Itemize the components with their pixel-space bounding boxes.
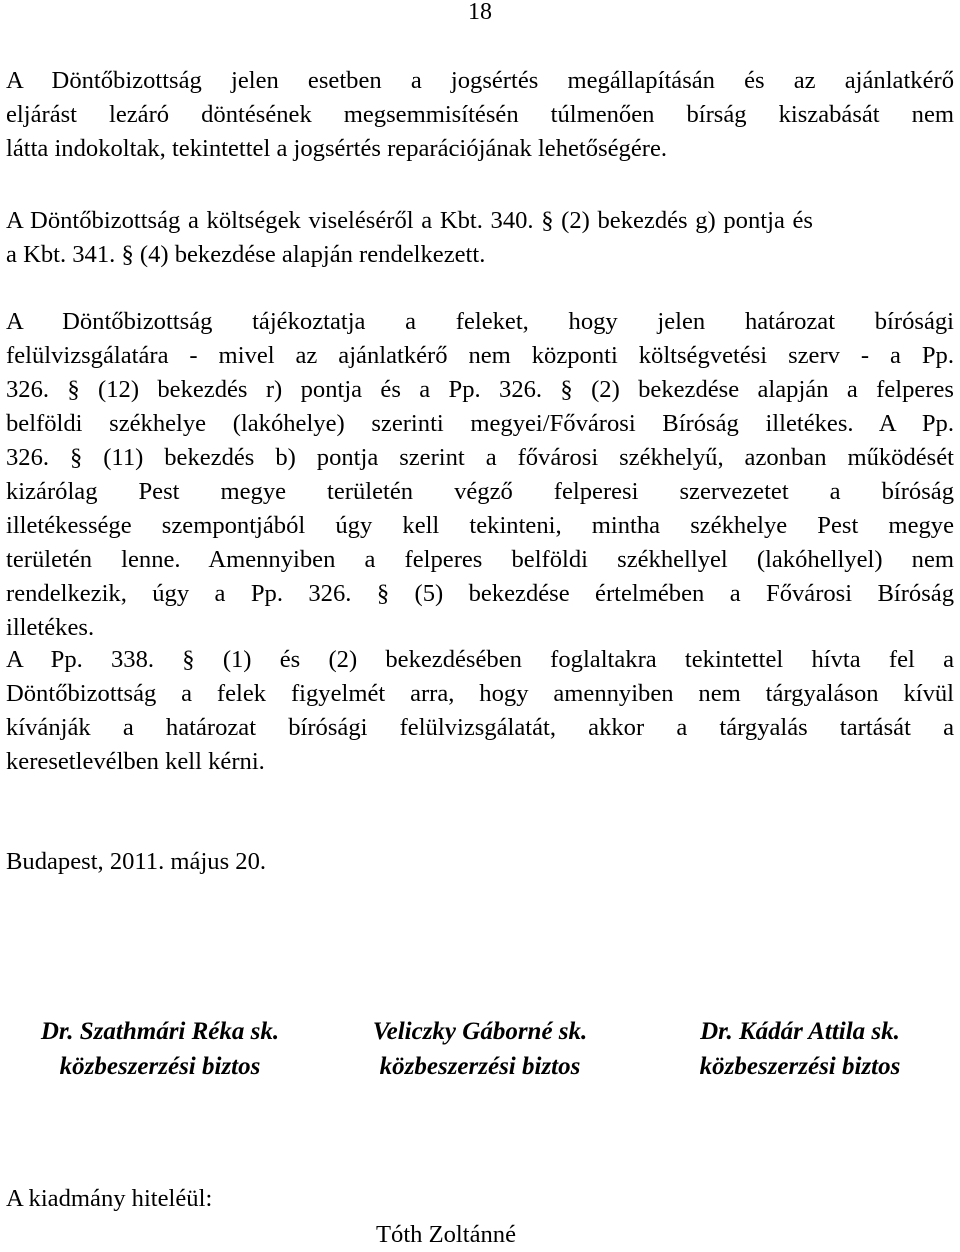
signature-block-2	[320, 1014, 640, 1084]
signature-block-3	[640, 1014, 960, 1084]
signature-block-1	[0, 1014, 320, 1084]
text-line: kizárólag Pest megye területén végző felperesi szervezetet a bíróság	[6, 478, 954, 505]
text-line: illetékessége szempontjából úgy kell tekinteni, mintha székhelye Pest megye	[6, 512, 954, 539]
text-line: felülvizsgálatára - mivel az ajánlatkérő nem központi költségvetési szerv - a Pp.	[6, 342, 954, 369]
text-line: A Pp. 338. § (1) és (2) bekezdésében foglaltakra tekintettel hívta fel a	[6, 646, 954, 673]
certifier-name: Tóth Zoltánné	[376, 1221, 517, 1248]
place-and-date	[6, 845, 954, 879]
text-line: eljárást lezáró döntésének megsemmisítésén túlmenően bírság kiszabását nem	[6, 101, 954, 128]
text-line: A Döntőbizottság jelen esetben a jogsértés megállapításán és az ajánlatkérő	[6, 67, 954, 94]
text-line: A Döntőbizottság tájékoztatja a feleket, hogy jelen határozat bírósági	[6, 308, 954, 335]
paragraph-costs	[6, 204, 954, 272]
paragraph-judicial-review	[6, 305, 954, 645]
signatory-name: Veliczky Gáborné sk.	[372, 1018, 588, 1045]
signatory-name: Dr. Szathmári Réka sk.	[40, 1018, 280, 1045]
text-line: kívánják a határozat bírósági felülvizsgálatát, akkor a tárgyalás tartását a	[6, 714, 954, 741]
signatory-role: közbeszerzési biztos	[59, 1053, 261, 1080]
text-line: Döntőbizottság a felek figyelmét arra, hogy amennyiben nem tárgyaláson kívül	[6, 680, 954, 707]
text-line: A Döntőbizottság a költségek viseléséről a Kbt. 340. § (2) bekezdés g) pontja és	[6, 207, 813, 234]
text-line: 326. § (11) bekezdés b) pontja szerint a fővárosi székhelyű, azonban működését	[6, 444, 954, 471]
signatory-role: közbeszerzési biztos	[379, 1053, 581, 1080]
text-line: illetékes.	[6, 614, 95, 641]
text-line: rendelkezik, úgy a Pp. 326. § (5) bekezdése értelmében a Fővárosi Bíróság	[6, 580, 954, 607]
paragraph-penalty	[6, 64, 954, 166]
text-line: keresetlevélben kell kérni.	[6, 748, 265, 775]
paragraph-hearing-request	[6, 643, 954, 779]
text-line: a Kbt. 341. § (4) bekezdése alapján rendelkezett.	[6, 241, 486, 268]
text-line: 326. § (12) bekezdés r) pontja és a Pp. 326. § (2) bekezdése alapján a felperes	[6, 376, 954, 403]
signatory-name: Dr. Kádár Attila sk.	[700, 1018, 900, 1045]
signatory-role: közbeszerzési biztos	[699, 1053, 901, 1080]
place-date-text: Budapest, 2011. május 20.	[6, 848, 267, 875]
certification-label: A kiadmány hiteléül:	[6, 1185, 213, 1212]
text-line: területén lenne. Amennyiben a felperes belföldi székhellyel (lakóhellyel) nem	[6, 546, 954, 573]
page-number: 18	[468, 0, 492, 25]
text-line: látta indokoltak, tekintettel a jogsértés reparációjának lehetőségére.	[6, 135, 668, 162]
text-line: belföldi székhelye (lakóhelye) szerinti megyei/Fővárosi Bíróság illetékes. A Pp.	[6, 410, 954, 437]
